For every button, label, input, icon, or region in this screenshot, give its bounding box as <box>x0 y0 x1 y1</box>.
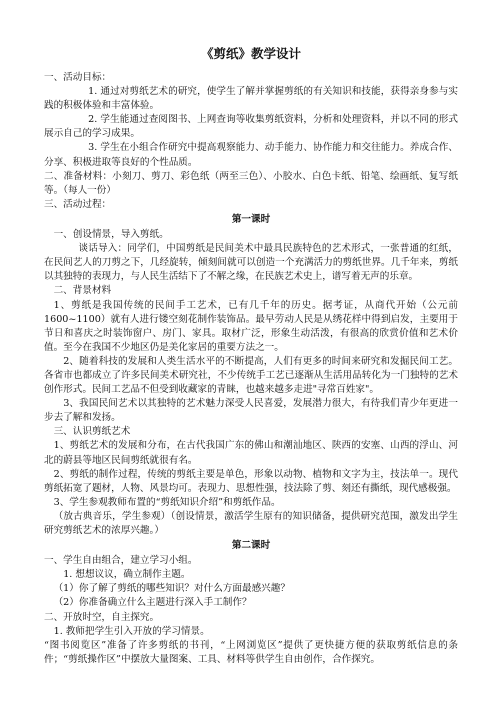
document-title: 《剪纸》教学设计 <box>200 46 301 61</box>
paragraph: 一、学生自由组合，建立学习小组。 <box>44 555 198 567</box>
paragraph: “图书阅览区”准备了许多剪纸的书刊，“上网浏览区”提供了更快捷方便的获取剪纸信息的条件；“剪纸操作区”中摆放大量图案、工具、材料等供学生自由创作，合作探究。 <box>44 639 458 665</box>
paragraph: 二、开放时空，自主探究。 <box>44 611 160 623</box>
paragraph: 1. 教师把学生引入开放的学习情景。 <box>53 625 210 637</box>
paragraph: 1、剪纸是我国传统的民间手工艺术，已有几千年的历史。据考证，从商代开始（公元前1600~1100）就有人进行镂空刻花制作装饰品。最早劳动人民是从绣花样中得到启发，主要用于节日和喜庆之时装饰窗户、房门、家具。取材广泛，形象生动活泼，有很高的欣赏价值和艺术价值。至今在我国不少地区仍是美化家居的重要方法之一。 <box>44 299 458 353</box>
paragraph: （1）你了解了剪纸的哪些知识？对什么方面最感兴趣？ <box>53 583 290 595</box>
paragraph: 一、活动目标： <box>44 72 112 83</box>
paragraph: 1. 通过对剪纸艺术的研究，使学生了解并掌握剪纸的有关知识和技能，获得亲身参与实践的积极体验和丰富体验。 <box>44 86 458 112</box>
paragraph: 谈话导入：同学们，中国剪纸是民间美术中最具民族特色的艺术形式，一张普通的红纸，在民间艺人的刀剪之下，几经旋转，倾刻间就可以创造一个充满活力的剪纸世界。几千年来，剪纸以其独特的表现力，与人民生活结下了不解之缘，在民族艺术史上，谱写着无声的乐章。 <box>44 243 458 283</box>
paragraph: 二、背景材料 <box>53 285 112 297</box>
paragraph: 3. 学生在小组合作研究中提高观察能力、动手能力、协作能力和交往能力。养成合作、分享、积极进取等良好的个性品质。 <box>44 142 458 168</box>
paragraph: 2. 学生能通过查阅图书、上网查询等收集剪纸资料，分析和处理资料，并以不同的形式展示自己的学习成果。 <box>44 114 458 140</box>
paragraph: 1. 想想议议，确立制作主题。 <box>63 569 191 581</box>
lesson-heading: 第二课时 <box>231 540 271 552</box>
paragraph: 3、我国民间艺术以其独特的艺术魅力深受人民喜爱，发展潜力很大，有待我们青少年更进一步去了解和发扬。 <box>44 398 458 424</box>
paragraph: 2、随着科技的发展和人类生活水平的不断提高，人们有更多的时间来研究和发掘民间工艺。各省市也都成立了许多民间美术研究社，不少传统手工艺已逐渐从生活用品转化为一门独特的艺术创作形式。民间工艺品不但受到收藏家的青睐，也越来越多走进"寻常百姓家"。 <box>44 355 458 396</box>
paragraph: 一、创设情景，导入剪纸。 <box>53 229 169 241</box>
paragraph: 二、准备材料：小刻刀、剪刀、彩色纸（两至三色）、小胶水、白色卡纸、铅笔、绘画纸、复写纸等。（每人一份） <box>44 170 458 196</box>
paragraph: 3、学生参观教师布置的“剪纸知识介绍”和剪纸作品。 <box>53 496 281 508</box>
lesson-heading: 第一课时 <box>231 213 271 225</box>
paragraph: 1、剪纸艺术的发展和分布，在古代我国广东的佛山和潮汕地区、陕西的安塞、山西的浮山、河北的蔚县等地区民间剪纸就很有名。 <box>44 440 458 466</box>
document-body <box>44 71 458 667</box>
paragraph: 三、认识剪纸艺术 <box>53 426 131 438</box>
paragraph: （放古典音乐，学生参观）（创设情景，激活学生原有的知识储备，提供研究范围，激发出学生研究剪纸艺术的浓厚兴趣。） <box>44 510 458 536</box>
paragraph: 三、活动过程： <box>44 198 112 210</box>
paragraph: 2、剪纸的制作过程，传统的剪纸主要是单色，形象以动物、植物和文字为主，技法单一。现代剪纸拓宽了题材，人物、风景均可。表现力、思想性强，技法除了剪、刻还有撕纸，现代感极强。 <box>44 468 458 494</box>
paragraph: （2）你准备确立什么主题进行深入手工制作？ <box>53 597 252 609</box>
